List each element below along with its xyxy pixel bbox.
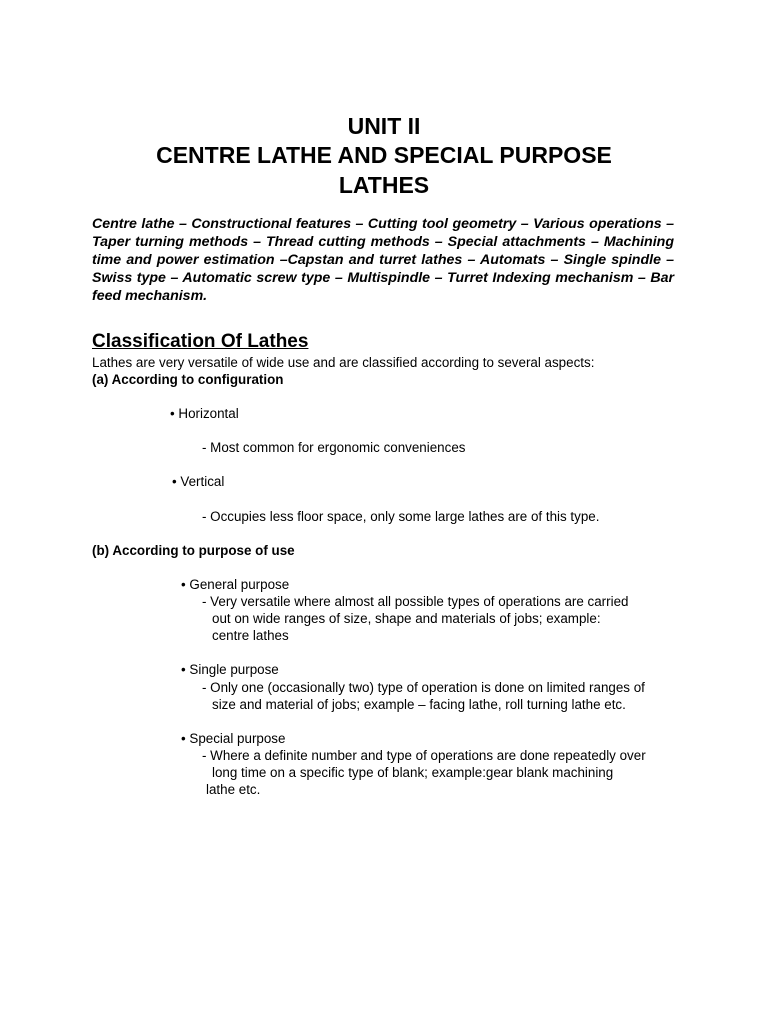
general-purpose-desc-line: centre lathes (212, 628, 289, 643)
general-purpose-desc-line: out on wide ranges of size, shape and materials of jobs; example: (212, 611, 601, 626)
list-item-single-purpose: • Single purpose (181, 662, 279, 677)
single-purpose-desc-line: - Only one (occasionally two) type of operation is done on limited ranges of (202, 680, 645, 695)
purpose-heading: (b) According to purpose of use (92, 543, 295, 558)
section-lead: Lathes are very versatile of wide use and are classified according to several aspects: (92, 355, 595, 370)
list-item-vertical: • Vertical (172, 474, 225, 489)
single-purpose-desc-line: size and material of jobs; example – facing lathe, roll turning lathe etc. (212, 697, 626, 712)
general-purpose-desc-line: - Very versatile where almost all possible types of operations are carried (202, 594, 629, 609)
special-purpose-desc-line: lathe etc. (206, 782, 261, 797)
list-item-special-purpose: • Special purpose (181, 731, 286, 746)
chapter-title-line-2: LATHES (338, 172, 430, 198)
config-heading: (a) According to configuration (92, 372, 284, 387)
syllabus-summary: Centre lathe – Constructional features – Cutting tool geometry – Various operations – Taper turning methods – Thread cutting methods – Special attachments – Machining time and power estimation –Capstan and turret lathes – Automats – Single spindle – Swiss type – Automatic screw type – Multispindle – Turret Indexing mechanism – Bar feed mechanism. (92, 216, 674, 304)
list-item-horizontal-desc: - Most common for ergonomic conveniences (202, 440, 466, 455)
chapter-title-line-1: CENTRE LATHE AND SPECIAL PURPOSE (156, 142, 612, 168)
special-purpose-desc-line: - Where a definite number and type of operations are done repeatedly over (202, 748, 646, 763)
list-item-general-purpose: • General purpose (181, 577, 290, 592)
special-purpose-desc-line: long time on a specific type of blank; example:gear blank machining (212, 765, 614, 780)
section-heading: Classification Of Lathes (92, 331, 309, 352)
list-item-vertical-desc: - Occupies less floor space, only some large lathes are of this type. (202, 509, 600, 524)
list-item-horizontal: • Horizontal (170, 406, 239, 421)
unit-title: UNIT II (347, 113, 421, 139)
